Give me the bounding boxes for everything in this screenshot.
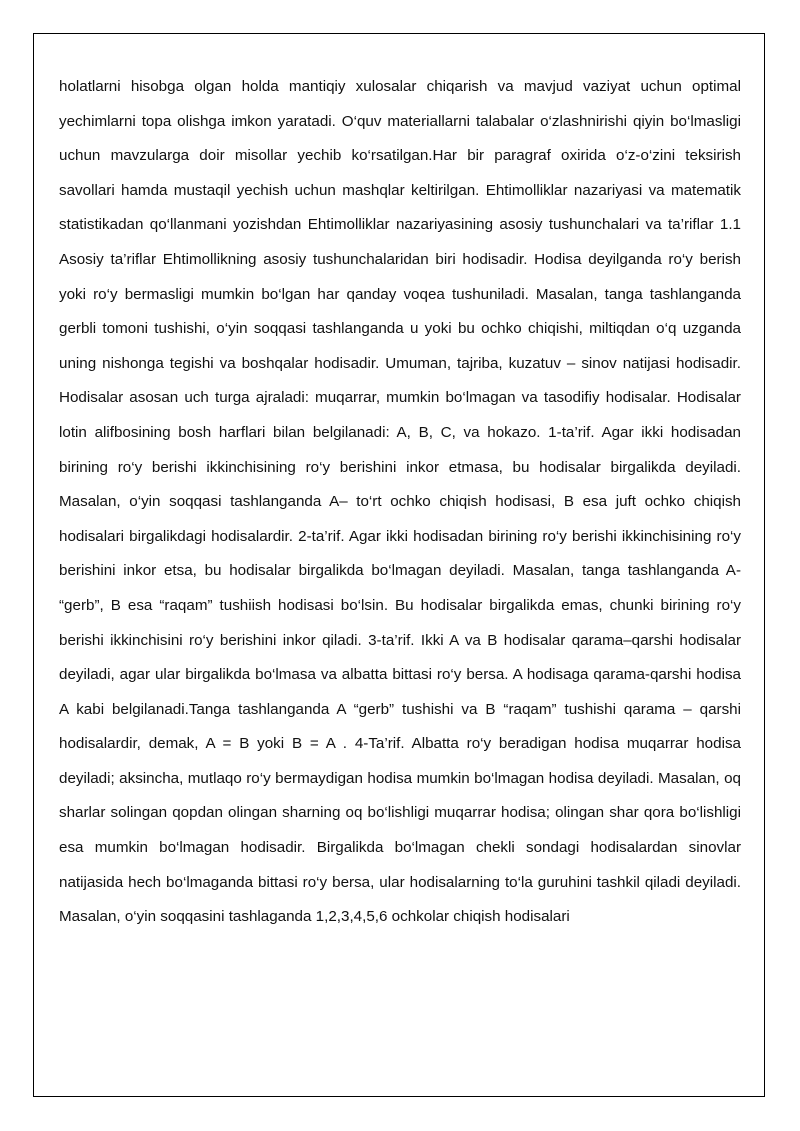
body-paragraph: holatlarni hisobga olgan holda mantiqiy xulosalar chiqarish va mavjud vaziyat uchun optimal yechimlarni topa olishga imkon yaratadi. O‘quv materiallarni talabalar o‘zlashnirishi qiyin bo‘lmasligi uchun mavzularga doir misollar yechib ko‘rsatilgan.Har bir paragraf oxirida o‘z-o‘zini teksirish savollari hamda mustaqil yechish uchun mashqlar keltirilgan. Ehtimolliklar nazariyasi va matematik statistikadan qo‘llanmani yozishdan Ehtimolliklar nazariyasining asosiy tushunchalari va ta’riflar 1.1 Asosiy ta’riflar Ehtimollikning asosiy tushunchalaridan biri hodisadir. Hodisa deyilganda ro‘y berish yoki ro‘y bermasligi mumkin bo‘lgan har qanday voqea tushuniladi. Masalan, tanga tashlanganda gerbli tomoni tushishi, o‘yin soqqasi tashlanganda u yoki bu ochko chiqishi, miltiqdan o‘q uzganda uning nishonga tegishi va boshqalar hodisadir. Umuman, tajriba, kuzatuv – sinov natijasi hodisadir. Hodisalar asosan uch turga ajraladi: muqarrar, mumkin bo‘lmagan va tasodifiy hodisalar. Hodisalar lotin alifbosining bosh harflari bilan belgilanadi: A, B, C, va hokazo. 1-ta’rif. Agar ikki hodisadan birining ro‘y berishi ikkinchisining ro‘y berishini inkor etmasa, bu hodisalar birgalikda deyiladi. Masalan, o‘yin soqqasi tashlanganda A– to‘rt ochko chiqish hodisasi, B esa juft ochko chiqish hodisalari birgalikdagi hodisalardir. 2-ta’rif. Agar ikki hodisadan birining ro‘y berishi ikkinchisining ro‘y berishini inkor etsa, bu hodisalar birgalikda bo‘lmagan deyiladi. Masalan, tanga tashlanganda A- “gerb”, B esa “raqam” tushiish hodisasi bo‘lsin. Bu hodisalar birgalikda emas, chunki birining ro‘y berishi ikkinchisini ro‘y berishini inkor qiladi. 3-ta’rif. Ikki A va B hodisalar qarama–qarshi hodisalar deyiladi, agar ular birgalikda bo‘lmasa va albatta bittasi ro‘y bersa. A hodisaga qarama-qarshi hodisa A kabi belgilanadi.Tanga tashlanganda A “gerb” tushishi va B “raqam” tushishi qarama – qarshi hodisalardir, demak, A = B yoki B = A . 4-Ta’rif. Albatta ro‘y beradigan hodisa muqarrar hodisa deyiladi; aksincha, mutlaqo ro‘y bermaydigan hodisa mumkin bo‘lmagan hodisa deyiladi. Masalan, oq sharlar solingan qopdan olingan sharning oq bo‘lishligi muqarrar hodisa; olingan shar qora bo‘lishligi esa mumkin bo‘lmagan hodisadir. Birgalikda bo‘lmagan chekli sondagi hodisalardan sinovlar natijasida hech bo‘lmaganda bittasi ro‘y bersa, ular hodisalarning to‘la guruhini tashkil qiladi deyiladi. Masalan, o‘yin soqqasini tashlaganda 1,2,3,4,5,6 ochkolar chiqish hodisalari xyxy=(59,78,741,926)
